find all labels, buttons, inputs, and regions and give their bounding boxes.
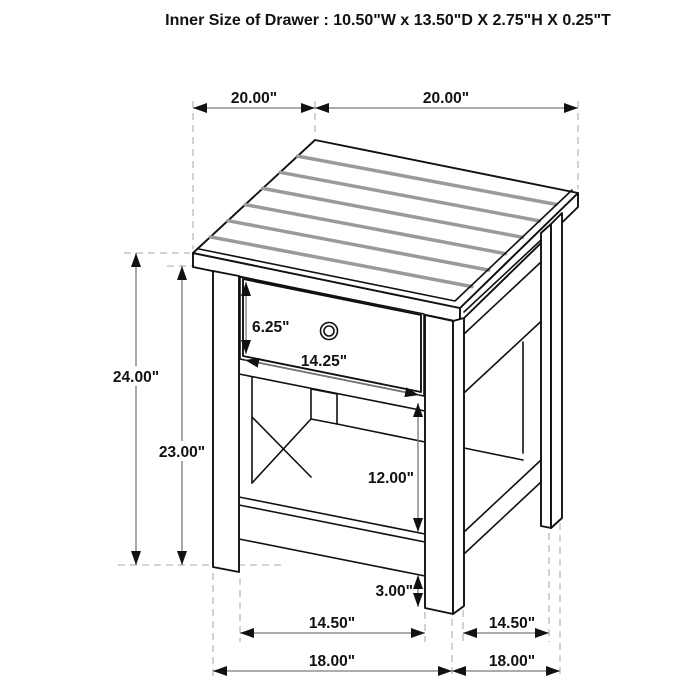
shelf-band-top-right	[464, 460, 541, 532]
dim-base-depth-right: 18.00"	[488, 653, 536, 670]
shelf-band-bottom-right	[464, 482, 541, 554]
page-title: Inner Size of Drawer : 10.50"W x 13.50"D X 2.75"H X 0.25"T	[165, 12, 611, 29]
dim-floor-clearance: 3.00"	[375, 583, 413, 600]
interior-edge	[252, 417, 311, 477]
dim-drawer-front-height: 6.25"	[252, 319, 290, 336]
dim-shelf-width-left: 14.50"	[308, 615, 356, 632]
dim-leg-height: 23.00"	[158, 444, 206, 461]
back-leg	[311, 389, 337, 424]
dim-base-depth-left: 18.00"	[308, 653, 356, 670]
front-leg-right-face	[453, 318, 464, 614]
right-leg-right-face	[551, 213, 562, 528]
right-leg-front-face	[541, 224, 551, 528]
shelf-rear-edge	[464, 448, 523, 460]
shelf-back-right-edge	[337, 424, 425, 442]
shelf-back-left-edge	[252, 419, 311, 483]
dim-overall-height: 24.00"	[112, 369, 160, 386]
front-leg-left-face	[425, 315, 453, 614]
lower-shelf	[239, 497, 425, 576]
dim-compartment-height: 12.00"	[367, 470, 414, 487]
left-leg	[213, 271, 239, 572]
dim-shelf-width-right: 14.50"	[488, 615, 536, 632]
dim-top-width-right: 20.00"	[422, 90, 470, 107]
dim-top-width-left: 20.00"	[230, 90, 278, 107]
drawer-knob-inner-icon	[324, 326, 334, 336]
drawer-box-bottom-edge	[465, 313, 550, 392]
dim-drawer-front-width: 14.25"	[300, 353, 348, 370]
